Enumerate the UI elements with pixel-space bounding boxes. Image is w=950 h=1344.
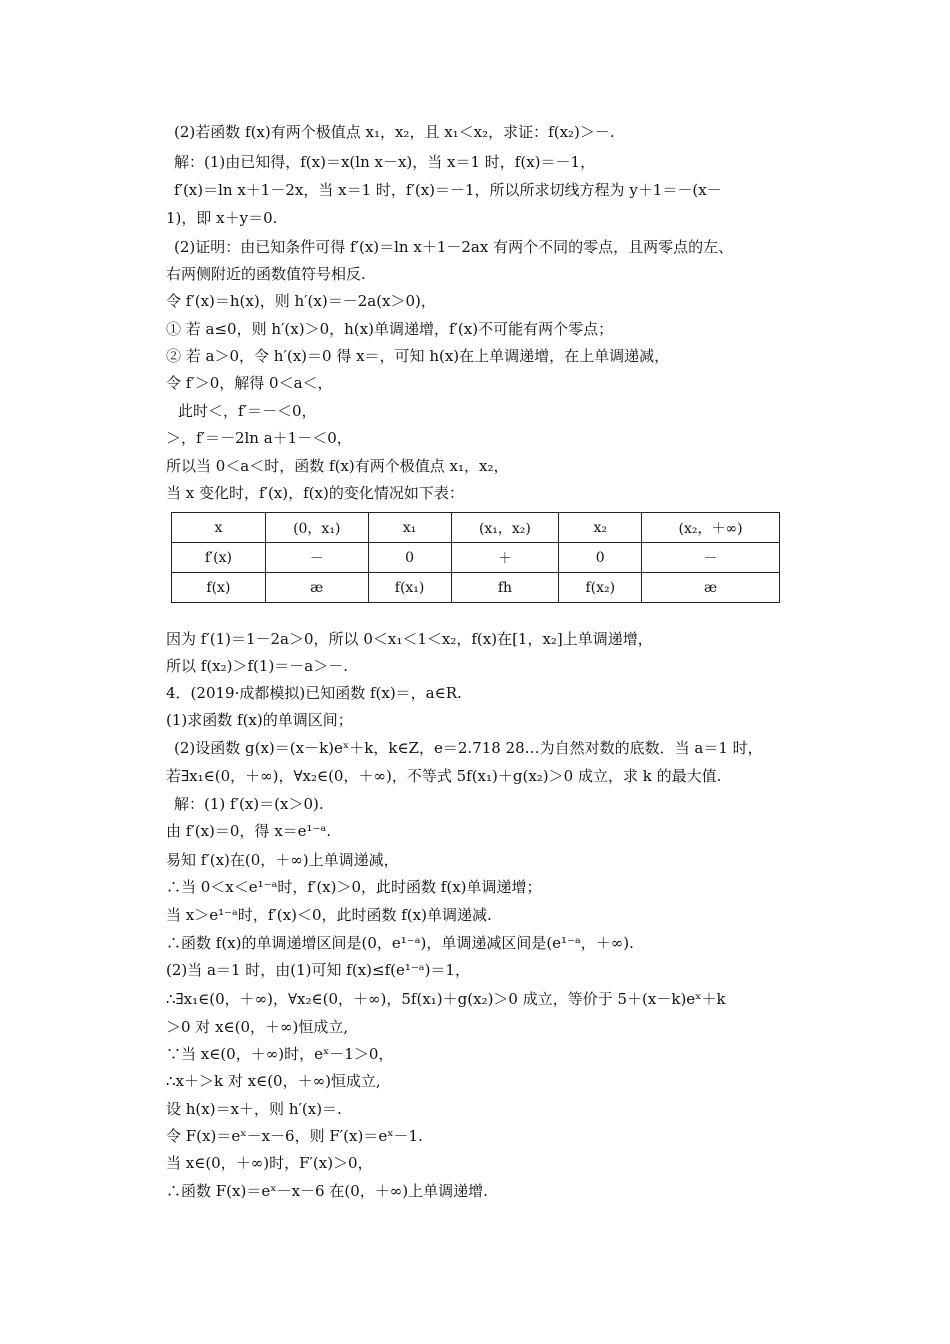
text-line: (2)证明：由已知条件可得 f′(x)＝ln x＋1－2ax 有两个不同的零点，且两零点的左、 bbox=[174, 238, 734, 256]
text-line: 当 x 变化时，f′(x)，f(x)的变化情况如下表： bbox=[166, 484, 464, 502]
text-line: 解：(1)由已知得，f(x)＝x(ln x－x)，当 x＝1 时，f(x)＝－1， bbox=[174, 153, 596, 171]
table-row bbox=[172, 573, 780, 603]
text-line: f′(x)＝ln x＋1－2x，当 x＝1 时，f′(x)＝－1，所以所求切线方程为 y＋1＝－(x－ bbox=[174, 181, 722, 199]
table-row bbox=[172, 543, 780, 573]
text-line: ＞，f′＝－2ln a＋1－＜0， bbox=[166, 429, 352, 447]
text-line: 因为 f′(1)＝1－2a＞0，所以 0＜x₁＜1＜x₂，f(x)在[1，x₂]上单调递增， bbox=[166, 630, 653, 648]
table-cell: (0，x₁) bbox=[265, 513, 368, 543]
table-cell: 0 bbox=[559, 543, 642, 573]
text-line: ∴∃x₁∈(0，＋∞)，∀x₂∈(0，＋∞)，5f(x₁)＋g(x₂)＞0 成立，等价于 5＋(x－k)eˣ＋k bbox=[166, 990, 726, 1008]
text-line: 当 x＞e¹⁻ᵃ时，f′(x)＜0，此时函数 f(x)单调递减. bbox=[166, 906, 492, 924]
table-cell: f(x₁) bbox=[368, 573, 451, 603]
text-line: 所以 f(x₂)＞f(1)＝－a＞－. bbox=[166, 657, 349, 675]
text-line: 若∃x₁∈(0，＋∞)，∀x₂∈(0，＋∞)，不等式 5f(x₁)＋g(x₂)＞0 成立，求 k 的最大值. bbox=[166, 767, 722, 785]
table-cell: 0 bbox=[368, 543, 451, 573]
text-line: 由 f′(x)＝0，得 x＝e¹⁻ᵃ. bbox=[166, 822, 332, 840]
text-line: ∴函数 F(x)＝eˣ－x－6 在(0，＋∞)上单调递增. bbox=[166, 1182, 488, 1200]
variation-table bbox=[171, 512, 780, 603]
table-cell: f(x₂) bbox=[559, 573, 642, 603]
text-line: ① 若 a≤0，则 h′(x)＞0，h(x)单调递增，f′(x)不可能有两个零点； bbox=[166, 320, 614, 338]
text-line: 设 h(x)＝x＋，则 h′(x)＝. bbox=[166, 1100, 342, 1118]
table-cell: (x₂，＋∞) bbox=[642, 513, 780, 543]
table-cell: (x₁，x₂) bbox=[451, 513, 559, 543]
table-cell: fh bbox=[451, 573, 559, 603]
text-line: ＞0 对 x∈(0，＋∞)恒成立, bbox=[166, 1018, 349, 1036]
text-line: (2)当 a＝1 时，由(1)可知 f(x)≤f(e¹⁻ᵃ)＝1， bbox=[166, 961, 470, 979]
table-cell: － bbox=[265, 543, 368, 573]
table-cell: x₂ bbox=[559, 513, 642, 543]
table-cell: x bbox=[172, 513, 266, 543]
table-cell: x₁ bbox=[368, 513, 451, 543]
text-line: 令 f′＞0，解得 0＜a＜， bbox=[166, 374, 333, 392]
text-line: (1)求函数 f(x)的单调区间； bbox=[166, 711, 353, 729]
table-cell: æ bbox=[265, 573, 368, 603]
text-line: ∴x＋＞k 对 x∈(0，＋∞)恒成立, bbox=[166, 1072, 381, 1090]
text-line: (2)设函数 g(x)＝(x－k)eˣ＋k，k∈Z，e＝2.718 28…为自然对数的底数．当 a＝1 时， bbox=[174, 739, 763, 757]
text-line: ∴函数 f(x)的单调递增区间是(0，e¹⁻ᵃ)，单调递减区间是(e¹⁻ᵃ，＋∞). bbox=[166, 934, 634, 952]
text-line: 令 f′(x)＝h(x)，则 h′(x)＝－2a(x＞0)， bbox=[166, 292, 436, 310]
text-line: 解：(1) f′(x)＝(x＞0). bbox=[174, 795, 324, 813]
text-line: 此时＜，f′＝－＜0， bbox=[178, 402, 317, 420]
table-cell: f(x) bbox=[172, 573, 266, 603]
text-line: ∵当 x∈(0，＋∞)时，eˣ－1＞0， bbox=[166, 1045, 394, 1063]
table-cell: æ bbox=[642, 573, 780, 603]
text-line: 4．(2019·成都模拟)已知函数 f(x)＝，a∈R. bbox=[166, 684, 462, 702]
text-line: 所以当 0＜a＜时，函数 f(x)有两个极值点 x₁，x₂， bbox=[166, 457, 509, 475]
text-line: 当 x∈(0，＋∞)时，F′(x)＞0， bbox=[166, 1154, 373, 1172]
text-line: (2)若函数 f(x)有两个极值点 x₁，x₂，且 x₁＜x₂，求证：f(x₂)＞－. bbox=[174, 123, 615, 141]
table-row bbox=[172, 513, 780, 543]
text-line: ② 若 a＞0，令 h′(x)＝0 得 x＝，可知 h(x)在上单调递增，在上单调递减， bbox=[166, 347, 670, 365]
text-line: ∴当 0＜x＜e¹⁻ᵃ时，f′(x)＞0，此时函数 f(x)单调递增； bbox=[166, 878, 542, 896]
table-cell: f′(x) bbox=[172, 543, 266, 573]
table-cell: － bbox=[642, 543, 780, 573]
text-line: 易知 f′(x)在(0，＋∞)上单调递减， bbox=[166, 851, 399, 869]
text-line: 令 F(x)＝eˣ－x－6，则 F′(x)＝eˣ－1. bbox=[166, 1127, 423, 1145]
text-line: 1)，即 x＋y＝0. bbox=[166, 209, 278, 227]
table-cell: ＋ bbox=[451, 543, 559, 573]
text-line: 右两侧附近的函数值符号相反. bbox=[166, 265, 366, 283]
